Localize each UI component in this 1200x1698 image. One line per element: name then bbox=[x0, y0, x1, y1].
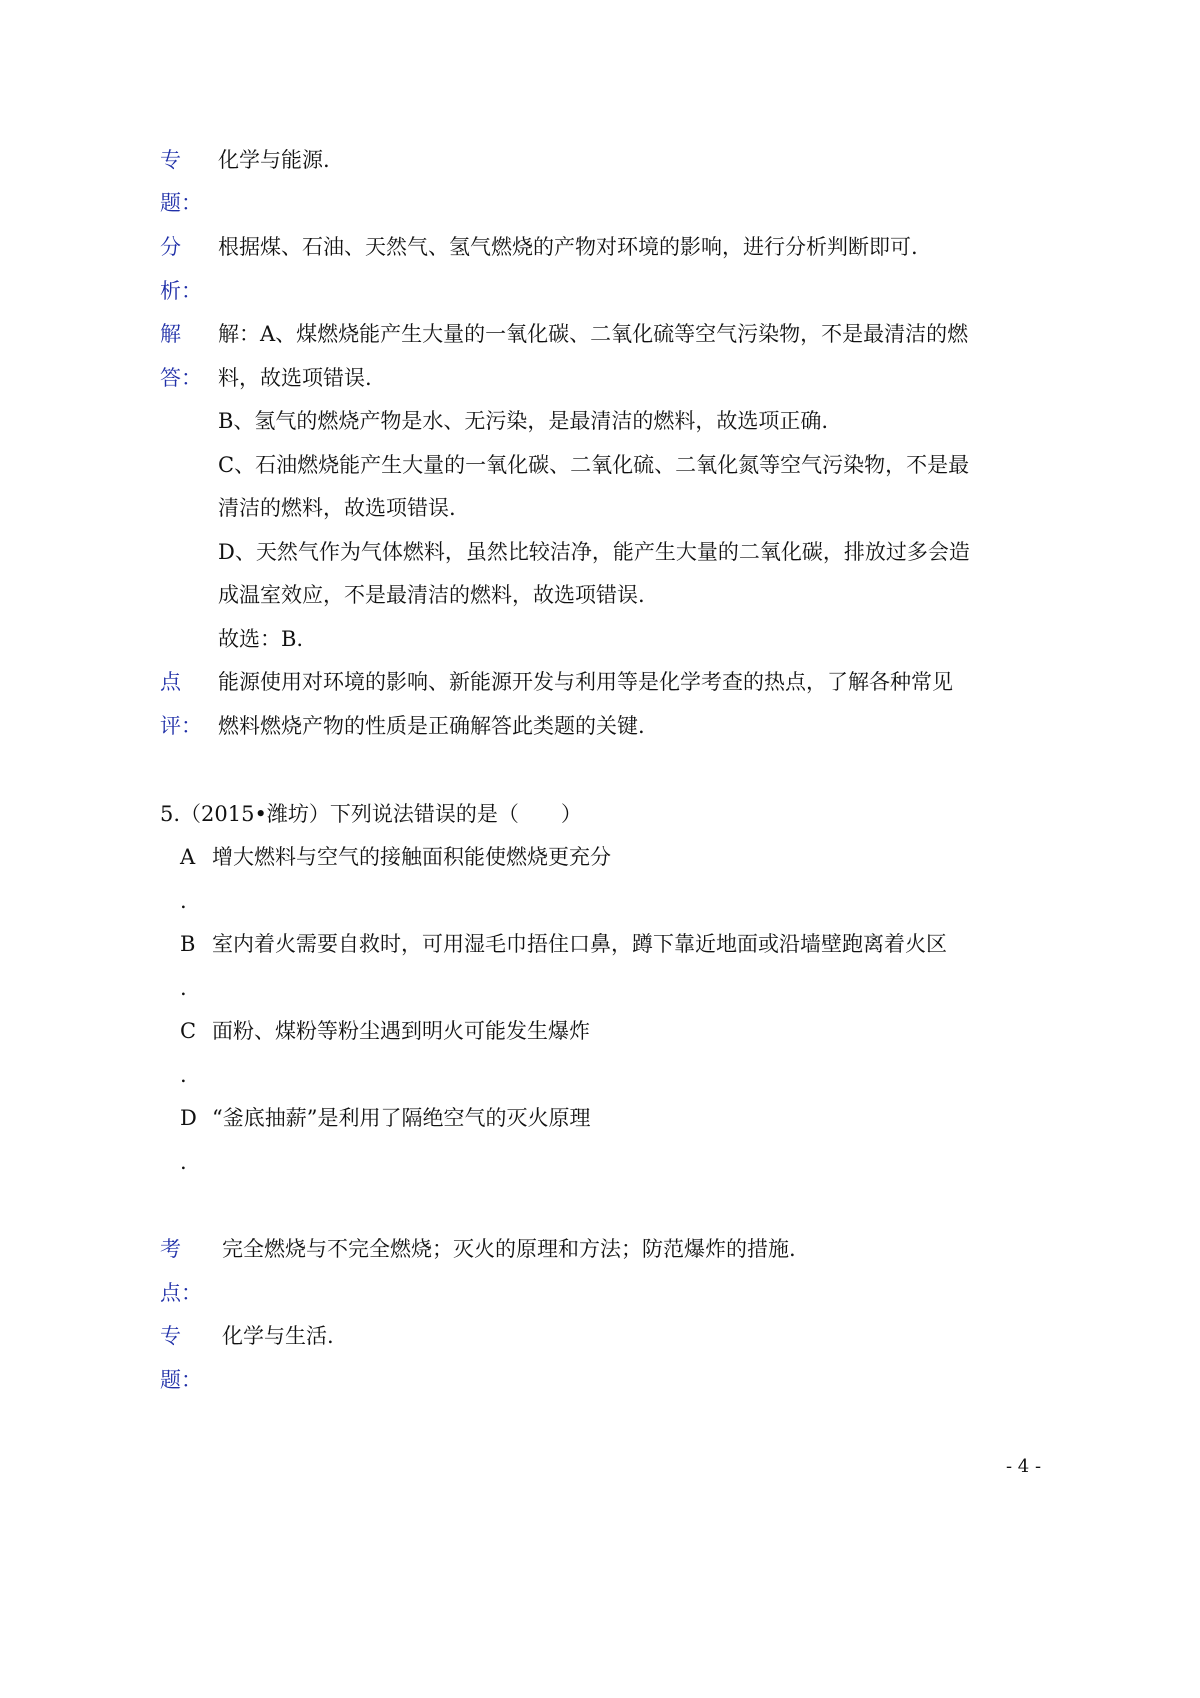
answer-label-1: 解 bbox=[160, 322, 181, 346]
option-text-d: “釜底抽薪”是利用了隔绝空气的灭火原理 bbox=[212, 1106, 591, 1130]
key-point-text: 完全燃烧与不完全燃烧；灭火的原理和方法；防范爆炸的措施. bbox=[222, 1237, 796, 1261]
option-letter-b: B bbox=[180, 932, 196, 956]
option-text-c: 面粉、煤粉等粉尘遇到明火可能发生爆炸 bbox=[212, 1019, 590, 1043]
answer-line: 清洁的燃料，故选项错误. bbox=[218, 496, 456, 520]
answer-line: C、石油燃烧能产生大量的一氧化碳、二氧化硫、二氧化氮等空气污染物，不是最 bbox=[218, 453, 970, 477]
option-letter-d: D bbox=[180, 1106, 197, 1130]
answer-label-2: 答： bbox=[160, 366, 202, 390]
answer-line: 解：A、煤燃烧能产生大量的一氧化碳、二氧化硫等空气污染物，不是最清洁的燃 bbox=[218, 322, 969, 346]
option-text-a: 增大燃料与空气的接触面积能使燃烧更充分 bbox=[212, 845, 611, 869]
option-text-b: 室内着火需要自救时，可用湿毛巾捂住口鼻，蹲下靠近地面或沿墙壁跑离着火区 bbox=[212, 932, 947, 956]
analysis-text: 根据煤、石油、天然气、氢气燃烧的产物对环境的影响，进行分析判断即可. bbox=[218, 235, 918, 259]
comment-label-1: 点 bbox=[160, 670, 181, 694]
answer-line: 料，故选项错误. bbox=[218, 366, 372, 390]
key-point-label-2: 点： bbox=[160, 1281, 202, 1305]
topic-bottom-label-2: 题： bbox=[160, 1368, 202, 1392]
answer-line: D、天然气作为气体燃料，虽然比较洁净，能产生大量的二氧化碳，排放过多会造 bbox=[218, 540, 970, 564]
option-dot-b: . bbox=[180, 976, 187, 1000]
topic-label-1: 专 bbox=[160, 148, 181, 172]
option-letter-c: C bbox=[180, 1019, 197, 1043]
option-dot-c: . bbox=[180, 1063, 187, 1087]
page-number: - 4 - bbox=[1006, 1456, 1042, 1477]
topic-text: 化学与能源. bbox=[218, 148, 330, 172]
answer-line: 成温室效应，不是最清洁的燃料，故选项错误. bbox=[218, 583, 645, 607]
answer-line: 故选：B. bbox=[218, 627, 304, 651]
comment-line: 能源使用对环境的影响、新能源开发与利用等是化学考查的热点，了解各种常见 bbox=[218, 670, 953, 694]
comment-line: 燃料燃烧产物的性质是正确解答此类题的关键. bbox=[218, 714, 645, 738]
analysis-label-1: 分 bbox=[160, 235, 181, 259]
topic-label-2: 题： bbox=[160, 191, 202, 215]
topic-bottom-label-1: 专 bbox=[160, 1324, 181, 1348]
analysis-label-2: 析： bbox=[160, 279, 202, 303]
answer-line: B、氢气的燃烧产物是水、无污染，是最清洁的燃料，故选项正确. bbox=[218, 409, 829, 433]
question-stem: 5.（2015•潍坊）下列说法错误的是（ ） bbox=[160, 802, 582, 826]
topic-bottom-text: 化学与生活. bbox=[222, 1324, 334, 1348]
option-dot-a: . bbox=[180, 889, 187, 913]
option-dot-d: . bbox=[180, 1150, 187, 1174]
option-letter-a: A bbox=[180, 845, 196, 869]
comment-label-2: 评： bbox=[160, 714, 202, 738]
key-point-label-1: 考 bbox=[160, 1237, 181, 1261]
